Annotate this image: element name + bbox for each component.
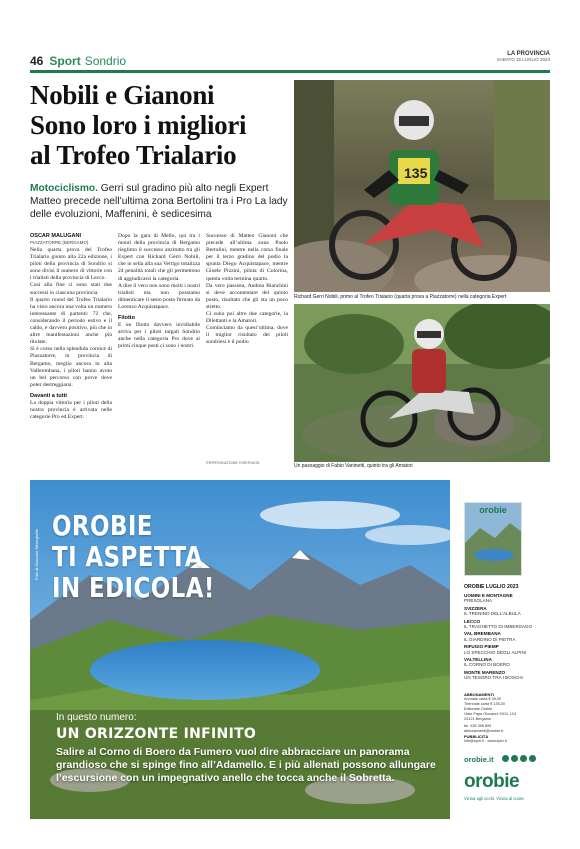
paragraph: Dopo la gara di Mello, qui tra i monti della provincia di Bergamo rieglimo il successo anzitutto tra gli Expert con Richard Gerri Nobili, che in sella alla sua Vertigo totalizza 24 penalità totali che gli permettono di aggiudicarsi la categoria. — [118, 233, 200, 282]
issue-label: OROBIE LUGLIO 2023 — [464, 584, 519, 590]
toc-desc: UN TESORO TRA I BOSCHI — [464, 675, 523, 681]
toc-item — [464, 606, 550, 617]
section-label: Sport — [49, 54, 81, 68]
lede — [30, 182, 292, 221]
toc-item — [464, 670, 550, 681]
subscriptions-line: Triennale carta € 135,00 — [464, 702, 506, 706]
paragraph: Successo di Matteo Gianoni che precede all’ultima zona Paolo Bertolini, mentre nella corsa finale per il terzo gradino del podio la spunta Diego Acquistapace, mentre Gioele Pizzini, pilota di Colorina, questa volta termina quarto. — [206, 233, 288, 282]
photo-caption-2: Un passaggio di Fabio Vaninetti, quinto tra gli Amatori — [294, 463, 413, 469]
photo-credit: Foto di Giacomo Meneghello — [34, 528, 39, 580]
toc-desc: IL TRENINO DELL’ALBULA — [464, 611, 521, 617]
paragraph: Cominciamo da quest’ultima, dove il miglior risultato dei piloti sondriesi è il podio — [206, 325, 288, 346]
issue-date: SABATO 15 LUGLIO 2023 — [496, 57, 550, 62]
photo-rider-expert — [294, 80, 550, 292]
header-rule — [30, 70, 550, 73]
contact-line: tel. 035 358 899 — [464, 724, 492, 728]
paragraph: A dire il vero non sono molti i nostri trialisti ma non possiamo dimenticare il sesto posto firmato da Lorenzo Acquistapace. — [118, 282, 200, 310]
advertising-line: info@spm.it - www.spm.it — [464, 739, 507, 743]
headline-line-3: al Trofeo Trialario — [30, 140, 237, 170]
article-column-1 — [30, 247, 112, 421]
toc-desc: PRESOLANA — [464, 598, 493, 604]
toc-desc: IL GIARDINO DI PIETRA — [464, 636, 516, 642]
paragraph: Ci sono poi altre due categorie, la Dilettanti e la Amatori. — [206, 311, 288, 325]
ad-title-line-3: IN EDICOLA! — [52, 571, 215, 604]
ad-body-text: Salire al Corno di Boero da Fumero vuol dire abbracciare un panorama grandioso che si spinge fino all’Adamello. E i più allenati possono allungare l’escursione con un impegnativo anello che tocca anche il Sobretta. — [56, 746, 436, 784]
subscriptions-line: Viale Papa Giovanni XXIII, 124 — [464, 712, 517, 716]
subheading: Davanti a tutti — [30, 392, 67, 399]
paragraph: Il quarto round del Trofeo Trialario ha visto ancora una volta un numero interessante di partenti: 72 che, considerando il periodo estivo e il caldo, è davvero positivo, più che in altre manifestazioni anche più titolate. — [30, 296, 112, 346]
paragraph: Così alla fine ci sono stati due successi in ciascuna provincia. — [30, 282, 112, 296]
toc-section: UOMINI E MONTAGNE — [464, 593, 513, 598]
toc-item — [464, 593, 550, 604]
magazine-cover — [464, 502, 522, 576]
newspaper-name: LA PROVINCIA — [507, 51, 550, 57]
toc-section: LECCO — [464, 618, 481, 624]
newspaper-masthead — [497, 51, 550, 62]
instagram-icon[interactable] — [511, 755, 518, 762]
rider-photo-illustration-2 — [294, 304, 550, 462]
social-icons — [502, 755, 536, 762]
subscriptions-line: 24121 Bergamo — [464, 717, 492, 721]
paragraph: Si è corso nella splendida cornice di Piazzatorre, in provincia di Bergamo, meglio ancora in alta Valbrembana, i piloti hanno avuto un bel percorso con prove dove poter destreggiarsi. — [30, 346, 112, 388]
toc-section: VAL BREMBANA — [464, 631, 501, 637]
subscriptions-line: Annuale carta € 49,00 — [464, 697, 502, 701]
headline-line-1: Nobili e Gianoni — [30, 80, 215, 110]
headline-line-2: Sono loro i migliori — [30, 110, 247, 140]
email-icon[interactable] — [529, 755, 536, 762]
cover-logo: orobie — [479, 505, 507, 515]
page-number: 46 — [30, 54, 44, 68]
lede-text: Gerri sul gradino più alto negli Expert Matteo precede nell’ultima zona Bertolini tra i Pro La lady delle evoluzioni, Maffenini, è sedicesima — [30, 183, 288, 220]
ad-info-panel — [458, 480, 550, 819]
ad-title-line-1: OROBIE — [52, 509, 153, 542]
author-place: PIAZZATORRE (BERGAMO) — [30, 240, 89, 245]
paragraph: Nella quarta prova del Trofeo Trialario giunto alla 22a edizione, i piloti della provincia di Sondrio si sono divisi il numero di vittorie con i trialisti della provincia di Lecco. — [30, 247, 112, 282]
ad-title-line-2: TI ASPETTA — [52, 540, 203, 573]
subsection-label: Sondrio — [84, 54, 127, 68]
byline — [30, 233, 110, 245]
toc-item — [464, 657, 550, 668]
orobie-advertisement — [30, 480, 550, 819]
page-header — [30, 52, 550, 70]
paragraph: E un filotto davvero invidiabile arriva per i piloti targati Sondrio anche nella categoria Pro dove ai primi cinque posti ci sono i nostri. — [118, 322, 200, 350]
advertising-heading: PUBBLICITÀ — [464, 734, 489, 739]
headline — [30, 80, 285, 170]
article-column-3 — [206, 233, 288, 347]
lede-kicker: Motociclismo. — [30, 183, 98, 194]
brand-tagline: Vicina agli occhi. Vicina al cuore. — [464, 796, 525, 801]
subscriptions-info — [464, 692, 550, 722]
subscriptions-heading: ABBONAMENTI — [464, 692, 494, 697]
contact-line: abbonamenti@orobie.it — [464, 729, 504, 733]
website-link[interactable]: orobie.it — [464, 755, 494, 764]
paragraph: La doppia vittoria per i piloti della nostra provincia è arrivata nelle categorie Pro ed Expert. — [30, 399, 112, 421]
rider-photo-illustration — [294, 80, 550, 292]
ad-intro: In questo numero: — [56, 712, 137, 723]
ad-feature-title: UN ORIZZONTE INFINITO — [56, 726, 257, 742]
ad-title — [52, 510, 215, 603]
toc-desc: LO SPECCHIO DEGLI ALPINI — [464, 649, 527, 655]
photo-caption-1: Richard Gerri Nobili, primo al Trofeo Trialario (quarta prova a Piazzatorre) nella categoria Expert — [294, 294, 507, 300]
facebook-icon[interactable] — [502, 755, 509, 762]
toc-section: MONTE MARENZO — [464, 669, 506, 675]
bib-number: 135 — [404, 165, 428, 181]
ad-image-panel — [30, 480, 450, 819]
toc-section: SVIZZERA — [464, 605, 487, 611]
toc-item — [464, 644, 550, 655]
youtube-icon[interactable] — [520, 755, 527, 762]
toc-item — [464, 631, 550, 642]
subscriptions-line: Editoriale Orobie — [464, 707, 493, 711]
author-name: OSCAR MALUGANI — [30, 233, 82, 239]
photo-rider-amatori — [294, 304, 550, 462]
article-column-2 — [118, 233, 200, 351]
paragraph: Da vero passista, Andrea Bianchini si deve accontentare del quinto posto, risultato che gli sta un poco stretto. — [206, 282, 288, 310]
advertising-info — [464, 724, 550, 744]
toc-section: RIFUGIO PIEMP — [464, 644, 499, 650]
table-of-contents — [464, 593, 550, 683]
toc-desc: IL CORNO DI BOERO — [464, 662, 510, 668]
toc-item — [464, 619, 550, 630]
toc-desc: IL TRAGHETTO DI IMBERSAGO — [464, 624, 533, 630]
copyright-notice: ©RIPRODUZIONE RISERVATA — [206, 461, 260, 465]
toc-section: VALTELLINA — [464, 657, 492, 663]
brand-logo: orobie — [464, 771, 520, 792]
subheading: Filotto — [118, 315, 136, 322]
